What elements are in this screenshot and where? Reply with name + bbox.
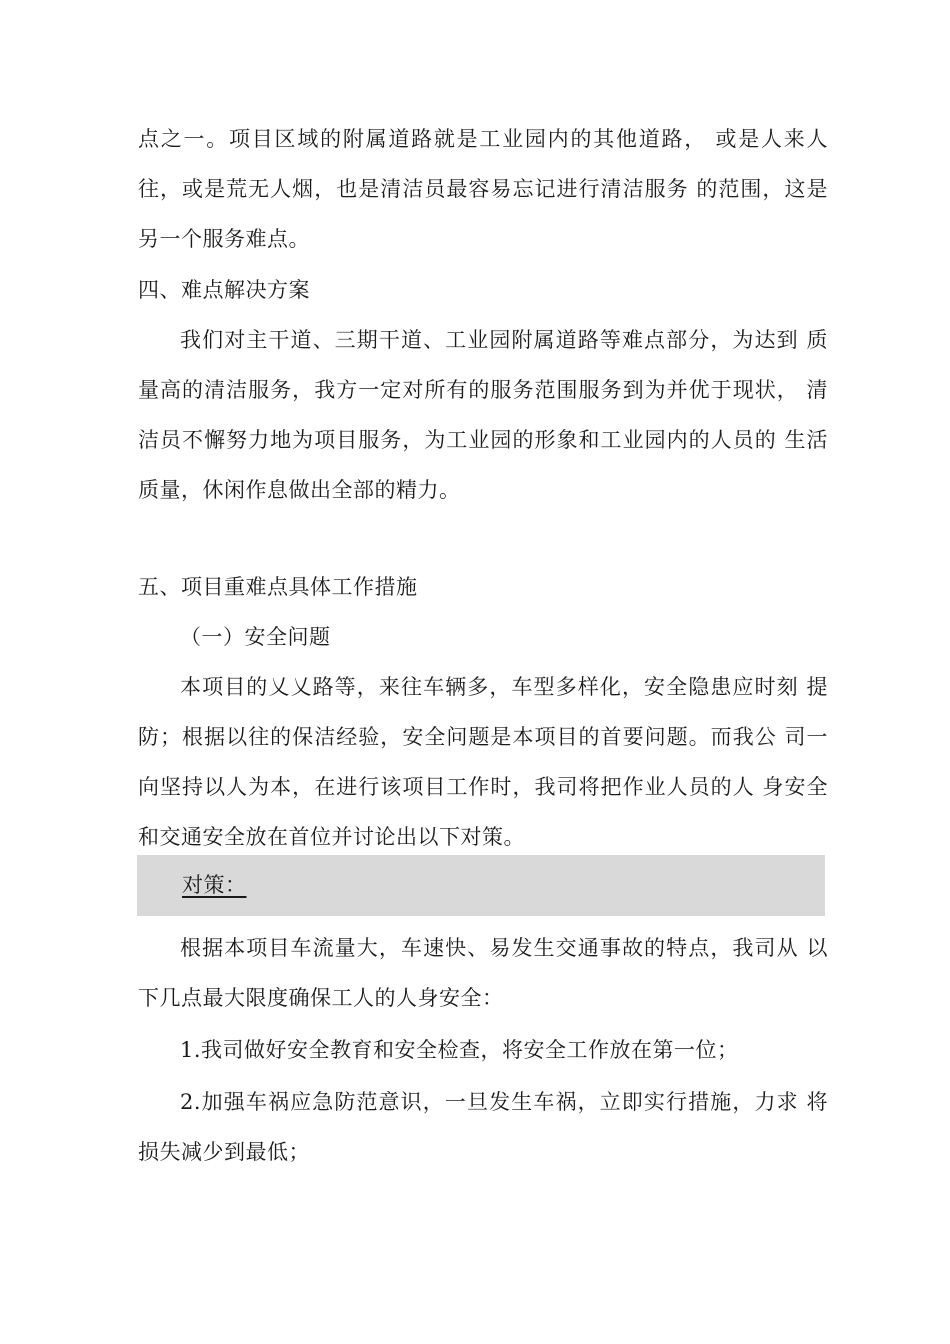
paragraph-line: 和交通安全放在首位并讨论出以下对策。: [138, 825, 525, 849]
paragraph-line: 本项目的乂乂路等，来往车辆多，车型多样化，安全隐患应时刻 提: [180, 675, 828, 699]
section-heading-4: 四、难点解决方案: [138, 278, 310, 302]
countermeasure-label: 对策：: [182, 873, 247, 897]
paragraph-line: 我们对主干道、三期干道、工业园附属道路等难点部分，为达到 质: [180, 328, 828, 352]
paragraph-line: 洁员不懈努力地为项目服务，为工业园的形象和工业园内的人员的 生活: [138, 428, 828, 452]
paragraph-line: 点之一。项目区域的附属道路就是工业园内的其他道路， 或是人来人: [138, 127, 828, 151]
paragraph-line: 防；根据以往的保洁经验，安全问题是本项目的首要问题。而我公 司一: [138, 725, 828, 749]
paragraph-line: 向坚持以人为本，在进行该项目工作时，我司将把作业人员的人 身安全: [138, 775, 828, 799]
countermeasure-shaded-box: [137, 855, 825, 916]
list-item-2: 2.加强车祸应急防范意识，一旦发生车祸，立即实行措施，力求 将: [180, 1090, 828, 1114]
paragraph-line: 往，或是荒无人烟，也是清洁员最容易忘记进行清洁服务 的范围，这是: [138, 177, 828, 201]
paragraph-line: 根据本项目车流量大，车速快、易发生交通事故的特点，我司从 以: [180, 936, 828, 960]
paragraph-line: 另一个服务难点。: [138, 227, 310, 251]
list-item-1: 1.我司做好安全教育和安全检查，将安全工作放在第一位；: [180, 1038, 739, 1062]
paragraph-line: 下几点最大限度确保工人的人身安全：: [138, 986, 504, 1010]
paragraph-line: 质量，休闲作息做出全部的精力。: [138, 478, 461, 502]
section-heading-5: 五、项目重难点具体工作措施: [138, 575, 418, 599]
paragraph-line: 量高的清洁服务，我方一定对所有的服务范围服务到为并优于现状， 清: [138, 378, 828, 402]
subsection-heading: （一）安全问题: [180, 625, 331, 649]
list-item-2-continuation: 损失减少到最低；: [138, 1140, 310, 1164]
